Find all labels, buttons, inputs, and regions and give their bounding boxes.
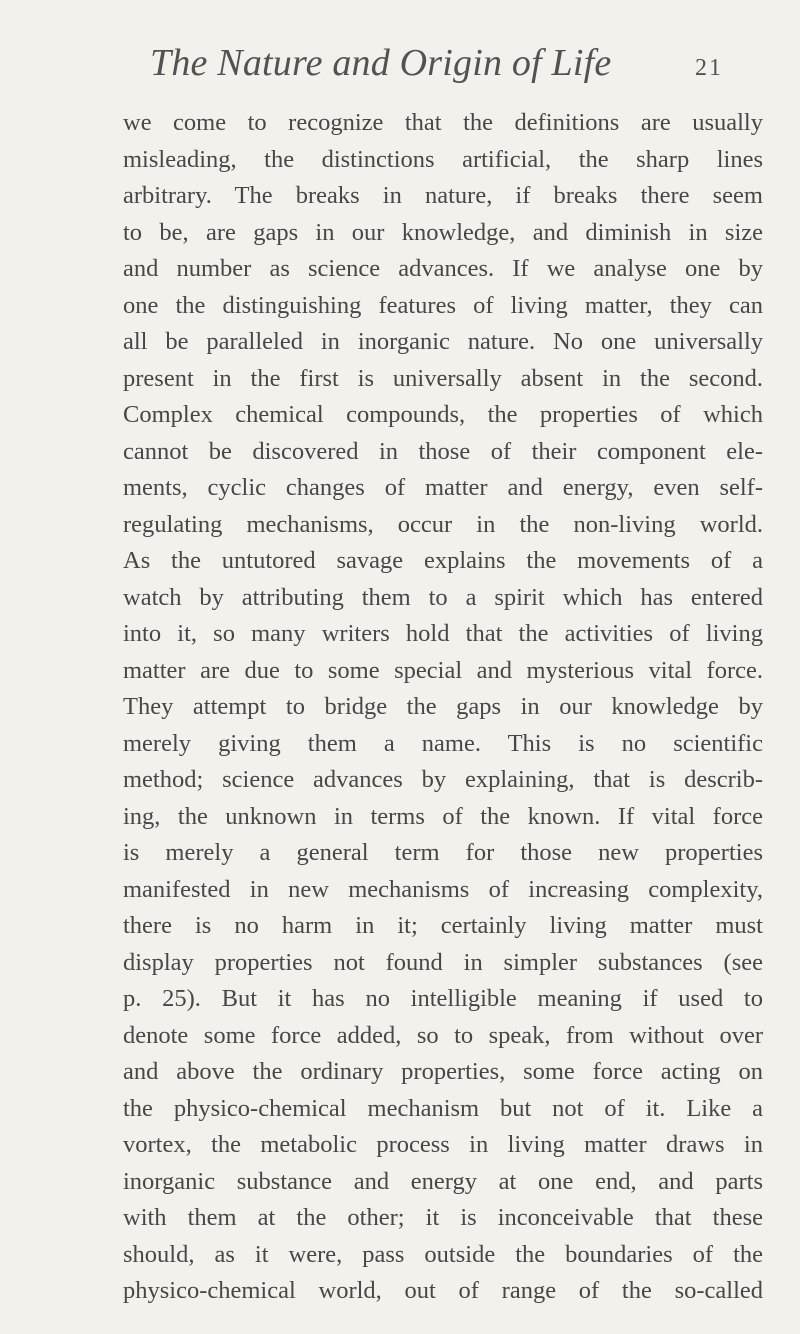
text-line: all be paralleled in inorganic nature. No one universally	[123, 328, 763, 355]
text-line: cannot be discovered in those of their component ele-	[123, 437, 763, 465]
text-line: into it, so many writers hold that the activities of living	[123, 620, 763, 647]
text-line: Complex chemical compounds, the properties of which	[123, 401, 763, 428]
text-line: the physico-chemical mechanism but not of it. Like a	[123, 1094, 763, 1122]
text-line: manifested in new mechanisms of increasing complexity,	[123, 875, 763, 903]
text-line: and number as science advances. If we analyse one by	[123, 255, 763, 282]
text-line: vortex, the metabolic process in living matter draws in	[123, 1131, 763, 1158]
running-head-title: The Nature and Origin of Life	[150, 42, 612, 84]
body-text	[123, 105, 763, 1310]
text-line: one the distinguishing features of living matter, they can	[123, 291, 763, 319]
text-line: we come to recognize that the definitions are usually	[123, 109, 763, 136]
text-line: should, as it were, pass outside the boundaries of the	[123, 1240, 763, 1268]
text-line: They attempt to bridge the gaps in our knowledge by	[123, 693, 763, 720]
text-line: to be, are gaps in our knowledge, and diminish in size	[123, 218, 763, 246]
text-line: arbitrary. The breaks in nature, if breaks there seem	[123, 182, 763, 209]
text-line: matter are due to some special and mysterious vital force.	[123, 656, 763, 684]
text-line: misleading, the distinctions artificial, the sharp lines	[123, 145, 763, 173]
text-line: display properties not found in simpler substances (see	[123, 948, 763, 976]
text-line: regulating mechanisms, occur in the non-living world.	[123, 510, 763, 538]
text-line: method; science advances by explaining, that is describ-	[123, 766, 763, 793]
text-line: is merely a general term for those new properties	[123, 839, 763, 866]
page-number: 21	[695, 55, 723, 81]
text-line: merely giving them a name. This is no scientific	[123, 729, 763, 757]
text-line: ing, the unknown in terms of the known. If vital force	[123, 802, 763, 830]
text-line: present in the first is universally absent in the second.	[123, 364, 763, 392]
text-line: As the untutored savage explains the movements of a	[123, 547, 763, 574]
running-head	[120, 38, 760, 98]
text-line: ments, cyclic changes of matter and energy, even self-	[123, 474, 763, 501]
text-line: inorganic substance and energy at one end, and parts	[123, 1167, 763, 1195]
text-line: denote some force added, so to speak, from without over	[123, 1021, 763, 1049]
text-line: and above the ordinary properties, some force acting on	[123, 1058, 763, 1085]
text-line: physico-chemical world, out of range of the so-called	[123, 1277, 763, 1304]
text-line: with them at the other; it is inconceivable that these	[123, 1204, 763, 1231]
text-line: p. 25). But it has no intelligible meaning if used to	[123, 985, 763, 1012]
text-line: there is no harm in it; certainly living matter must	[123, 912, 763, 939]
text-line: watch by attributing them to a spirit which has entered	[123, 583, 763, 611]
